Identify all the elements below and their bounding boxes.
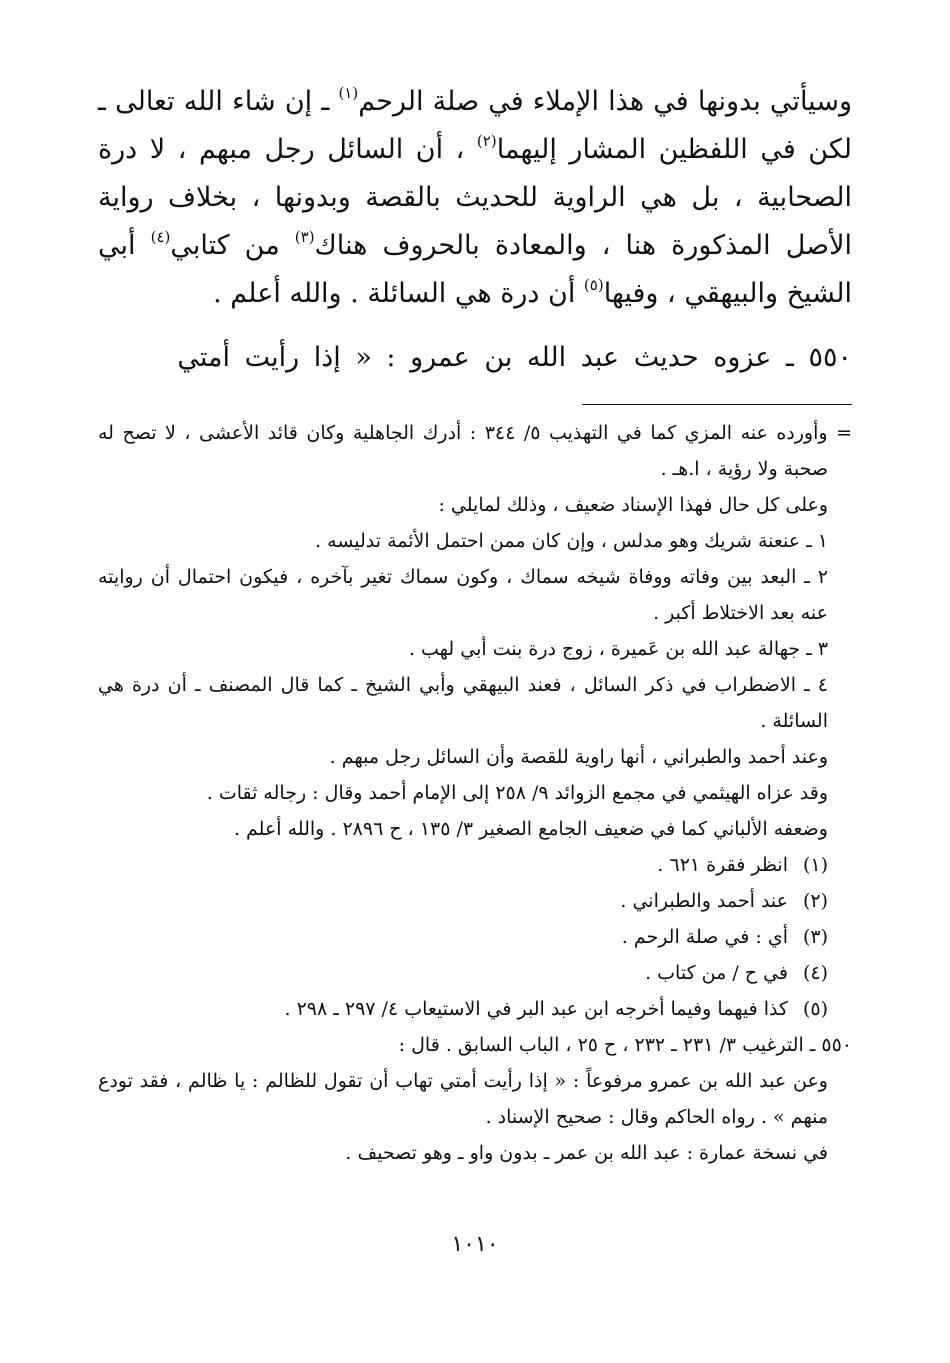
main-text: [98, 78, 852, 382]
note-point-2: ٢ ـ البعد بين وفاته ووفاة شيخه سماك ، وكون سماك تغير بآخره ، فيكون احتمال أن روايته عنه بعد الاختلاط أكبر .: [98, 566, 828, 624]
footnote-1: [98, 847, 852, 883]
takhrij-text: وعن عبد الله بن عمرو مرفوعاً : « إذا رأيت أمتي تهاب أن تقول للظالم : يا ظالم ، فقد تودع منهم » . رواه الحاكم وقال : صحيح الإسناد .: [98, 1070, 828, 1128]
text-segment: من كتابي: [170, 230, 295, 261]
footnote-4: [98, 955, 852, 991]
text-segment: أبي الشيخ والبيهقي ، وفيها: [98, 230, 852, 309]
page-number: ١٠١٠: [451, 1232, 499, 1257]
item-550-heading: ٥٥٠ ـ عزوه حديث عبد الله بن عمرو : « إذا رأيت أمتي: [177, 342, 852, 373]
footnote-3: [98, 919, 852, 955]
note-ahmad: وعند أحمد والطبراني ، أنها راوية للقصة وأن السائل رجل مبهم .: [329, 746, 828, 768]
footnote-ref-4[interactable]: (٤): [150, 228, 171, 246]
footnote-number: (١): [802, 854, 828, 876]
footnote-text: عند أحمد والطبراني .: [620, 890, 788, 912]
footnote-number: (٥): [802, 998, 828, 1020]
footnote-text: في ح / من كتاب .: [645, 962, 788, 984]
text-segment: ـ إن شاء الله تعالى ـ لكن في اللفظين المشار إليهما: [98, 86, 852, 165]
note-point-1: ١ ـ عنعنة شريك وهو مدلس ، وإن كان ممن احتمل الأئمة تدليسه .: [315, 530, 828, 552]
amara-note: في نسخة عمارة : عبد الله بن عمر ـ بدون واو ـ وهو تصحيف .: [345, 1142, 828, 1164]
note-point-3: ٣ ـ جهالة عبد الله بن عَميرة ، زوج درة بنت أبي لهب .: [408, 638, 828, 660]
footnote-text: أي : في صلة الرحم .: [621, 926, 788, 948]
note-haythami: وقد عزاه الهيثمي في مجمع الزوائد ٩/ ٢٥٨ إلى الإمام أحمد وقال : رجاله ثقات .: [206, 782, 828, 804]
footnote-ref-2[interactable]: (٢): [476, 132, 497, 150]
footnote-ref-5[interactable]: (٥): [583, 276, 604, 294]
footnote-ref-3[interactable]: (٣): [294, 228, 315, 246]
footnote-number: (٣): [802, 926, 828, 948]
text-segment: وسيأتي بدونها في هذا الإملاء في صلة الرحم: [358, 86, 852, 117]
takhrij-heading: ٥٥٠ ـ الترغيب ٣/ ٢٣١ ـ ٢٣٢ ، ح ٢٥ ، الباب السابق . قال :: [398, 1034, 852, 1056]
main-paragraph: [98, 78, 852, 318]
text-segment: ، أن السائل رجل مبهم ، لا درة الصحابية ، بل هي الراوية للحديث بالقصة وبدونها ، بخلاف رواية الأصل المذكورة هنا ، والمعادة بالحروف هناك: [98, 134, 852, 261]
note-point-4: ٤ ـ الاضطراب في ذكر السائل ، فعند البيهقي وأبي الشيخ ـ كما قال المصنف ـ أن درة هي السائلة .: [98, 674, 829, 732]
note-intro: وعلى كل حال فهذا الإسناد ضعيف ، وذلك لمايلي :: [438, 494, 828, 516]
footnote-number: (٤): [802, 962, 828, 984]
text-segment: أن درة هي السائلة . والله أعلم .: [213, 278, 584, 309]
footnote-ref-1[interactable]: (١): [338, 84, 359, 102]
footnote-2: [98, 883, 852, 919]
note-albani: وضعفه الألباني كما في ضعيف الجامع الصغير ٣/ ١٣٥ ، ح ٢٨٩٦ . والله أعلم .: [233, 818, 828, 840]
footnote-number: (٢): [802, 890, 828, 912]
footnote-5: [98, 991, 852, 1027]
continued-note: = وأورده عنه المزي كما في التهذيب ٥/ ٣٤٤ : أدرك الجاهلية وكان قائد الأعشى ، لا تصح له صحبة ولا رؤية ، ا.هـ .: [98, 422, 852, 480]
footnote-text: انظر فقرة ٦٢١ .: [657, 854, 788, 876]
footnote-text: كذا فيهما وفيما أخرجه ابن عبد البر في الاستيعاب ٤/ ٢٩٧ ـ ٢٩٨ .: [284, 998, 788, 1020]
footnote-divider: [582, 404, 852, 405]
footnotes-section: [98, 415, 852, 1171]
